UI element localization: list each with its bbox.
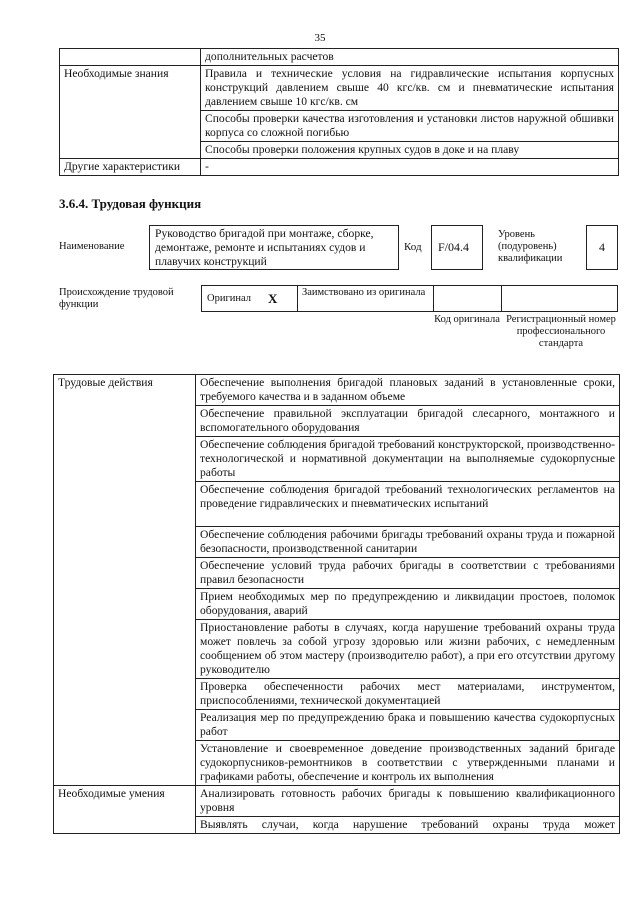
skills-label: Необходимые умения (54, 786, 196, 834)
function-code: F/04.4 (431, 225, 483, 270)
labor-action: Проверка обеспеченности рабочих мест материалами, инструментом, приспособлениями, технической документацией (196, 679, 620, 710)
row-text: Способы проверки положения крупных судов в доке и на плаву (201, 142, 619, 159)
labor-action: Обеспечение правильной эксплуатации бригадой слесарного, монтажного и вспомогательного оборудования (196, 406, 620, 437)
table-row (54, 375, 620, 406)
table-row (60, 66, 619, 111)
labor-action: Обеспечение соблюдения бригадой требований конструкторской, производственно-технологической и нормативной документации на выполняемые судокорпусные работы (196, 437, 620, 482)
labor-action: Реализация мер по предупреждению брака и повышению качества судокорпусных работ (196, 710, 620, 741)
origin-code-caption: Код оригинала (434, 314, 500, 325)
section-heading: 3.6.4. Трудовая функция (59, 196, 202, 211)
original-label: Оригинал (207, 293, 251, 304)
labor-action: Обеспечение соблюдения бригадой требований технологических регламентов на проведение гидравлических и пневматических испытаний (196, 482, 620, 527)
table-row (60, 159, 619, 176)
table-row (54, 786, 620, 817)
origin-label: Происхождение трудовой функции (59, 287, 174, 310)
borrowed-label: Заимствовано из оригинала (302, 287, 426, 298)
original-cell (201, 285, 297, 312)
origin-code-cell (433, 285, 501, 312)
row-text: Способы проверки качества изготовления и установки листов наружной обшивки корпуса со сложной погибью (201, 111, 619, 142)
function-name: Руководство бригадой при монтаже, сборке, демонтаже, ремонте и испытаниях судов и плавучих конструкций (149, 225, 399, 270)
qualification-level: 4 (586, 225, 618, 270)
labor-action: Установление и своевременное доведение производственных заданий бригаде судокорпусников-ремонтников в соответствии с утвержденными планами и графиками работы, обеспечение и контроль их выполнения (196, 741, 620, 786)
labor-action: Обеспечение выполнения бригадой плановых заданий в установленные сроки, требуемого качества и в заданном объеме (196, 375, 620, 406)
labor-functions-table (53, 374, 620, 834)
reg-number-cell (501, 285, 618, 312)
labor-action: Прием необходимых мер по предупреждению и ликвидации простоев, поломок оборудования, аварий (196, 589, 620, 620)
skill: Выявлять случаи, когда нарушение требований охраны труда может (196, 817, 620, 834)
labor-action: Обеспечение условий труда рабочих бригады в соответствии с требованиями правил безопасности (196, 558, 620, 589)
row-label (60, 49, 201, 66)
skill: Анализировать готовность рабочих бригады к повышению квалификационного уровня (196, 786, 620, 817)
original-mark: X (268, 291, 278, 306)
borrowed-cell (297, 285, 433, 312)
row-text: - (201, 159, 619, 176)
row-label: Необходимые знания (60, 66, 201, 159)
level-label: Уровень (подуровень) квалификации (498, 229, 563, 264)
page-number: 35 (314, 32, 326, 44)
top-table (59, 48, 619, 176)
table-row (60, 49, 619, 66)
reg-number-caption: Регистрационный номер профессионального стандарта (506, 314, 616, 349)
row-label: Другие характеристики (60, 159, 201, 176)
labor-actions-label: Трудовые действия (54, 375, 196, 786)
labor-action: Приостановление работы в случаях, когда нарушение требований охраны труда может повлечь за собой угрозу здоровью или жизни рабочих, с немедленным сообщением об этом мастеру (производителю работ), а при его отсутствии другому руководителю (196, 620, 620, 679)
code-label: Код (404, 241, 422, 253)
row-text: Правила и технические условия на гидравлические испытания корпусных конструкций давлением свыше 40 кгс/кв. см и пневматические испытания давлением свыше 10 кгс/кв. см (201, 66, 619, 111)
row-text: дополнительных расчетов (201, 49, 619, 66)
labor-action: Обеспечение соблюдения рабочими бригады требований охраны труда и пожарной безопасности, производственной санитарии (196, 527, 620, 558)
origin-row (201, 285, 618, 312)
name-label: Наименование (59, 241, 125, 252)
